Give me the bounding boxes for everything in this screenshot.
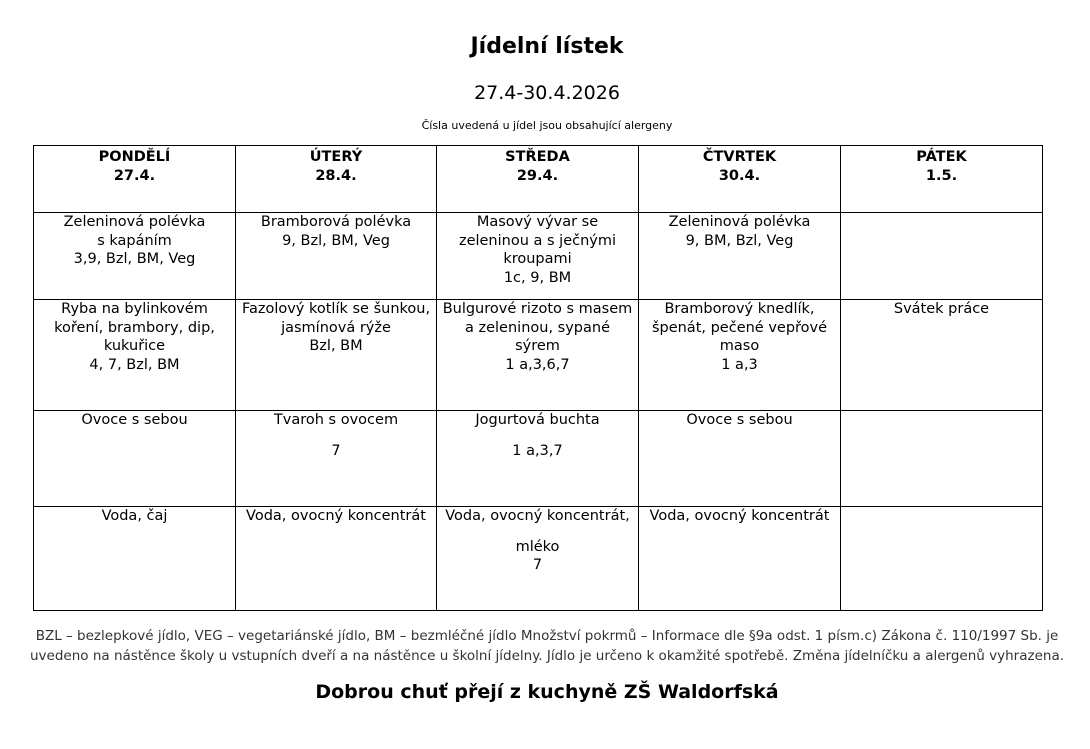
dish-line: kukuřice (103, 338, 166, 354)
allergen-codes: 4, 7, Bzl, BM (89, 356, 180, 373)
allergen-codes: 1 a,3,7 (512, 442, 563, 459)
soup-cell-tuesday (236, 213, 437, 300)
day-date: 29.4. (516, 167, 559, 184)
dish-line: Bramborová polévka (260, 214, 412, 230)
page-title: Jídelní lístek (470, 34, 624, 59)
dish-line: koření, brambory, dip, (54, 319, 215, 336)
drink-cell-tuesday (236, 507, 437, 611)
day-name: PÁTEK (916, 149, 967, 165)
day-header-monday (34, 146, 236, 213)
dish-line: Ryba na bylinkovém (61, 301, 208, 317)
legend-line: uvedeno na nástěnce školy u vstupních dveří a na nástěnce u školní jídelny. Jídlo je určeno k okamžité spotřebě. Změna jídelníčku a alergenů vyhrazena. (30, 648, 1065, 664)
allergen-codes: 3,9, Bzl, BM, Veg (73, 251, 196, 267)
dish-line: Fazolový kotlík se šunkou, (241, 301, 431, 317)
main-cell-tuesday (236, 300, 437, 411)
snack-cell-thursday (639, 411, 841, 507)
main-cell-monday (34, 300, 236, 411)
main-cell-thursday (639, 300, 841, 411)
dish-line: maso (719, 338, 760, 354)
soup-cell-thursday (639, 213, 841, 300)
dish-line: Ovoce s sebou (686, 412, 793, 428)
day-name: STŘEDA (505, 149, 570, 165)
soup-row (34, 213, 1043, 300)
drink-line: Voda, ovocný koncentrát (246, 508, 426, 524)
day-date: 27.4. (113, 167, 156, 184)
dish-line: Jogurtová buchta (475, 412, 600, 428)
day-header-tuesday (236, 146, 437, 213)
snack-cell-friday (841, 411, 1043, 507)
dish-line: Masový vývar se (476, 214, 599, 230)
allergen-codes: 7 (331, 442, 341, 459)
drink-line: mléko (515, 538, 560, 555)
day-name: PONDĚLÍ (98, 149, 171, 165)
allergen-codes: 1 a,3 (721, 356, 758, 373)
dish-line: Bramborový knedlík, (664, 301, 815, 317)
drink-line: Voda, čaj (101, 508, 168, 524)
snack-row (34, 411, 1043, 507)
drink-cell-friday (841, 507, 1043, 611)
legend-line: BZL – bezlepkové jídlo, VEG – vegetariánské jídlo, BM – bezmléčné jídlo Množství pokrmů – Informace dle §9a odst. 1 písm.c) Zákona č. 110/1997 Sb. je (35, 628, 1059, 644)
drink-cell-thursday (639, 507, 841, 611)
allergen-codes: 1 a,3,6,7 (505, 356, 570, 373)
header-row (34, 146, 1043, 213)
dish-line: sýrem (515, 338, 560, 354)
main-course-row (34, 300, 1043, 411)
day-header-wednesday (437, 146, 639, 213)
dish-line: jasmínová rýže (281, 319, 391, 336)
soup-cell-wednesday (437, 213, 639, 300)
day-date: 1.5. (925, 167, 958, 184)
dish-line: Tvaroh s ovocem (273, 412, 399, 428)
dish-line: Zeleninová polévka (668, 214, 811, 230)
day-date: 28.4. (315, 167, 357, 184)
drink-row (34, 507, 1043, 611)
drink-line: Voda, ovocný koncentrát, (445, 508, 630, 524)
dish-line: a zeleninou, sypané (465, 319, 610, 336)
dish-line: špenát, pečené vepřové (651, 319, 828, 336)
soup-cell-friday (841, 213, 1043, 300)
menu-table (33, 145, 1043, 611)
drink-cell-monday (34, 507, 236, 611)
dish-line: Ovoce s sebou (81, 412, 188, 428)
soup-cell-monday (34, 213, 236, 300)
allergen-codes: 1c, 9, BM (503, 269, 572, 286)
legend-text (30, 626, 1064, 666)
footer-greeting: Dobrou chuť přejí z kuchyně ZŠ Waldorfská (315, 681, 779, 703)
day-name: ČTVRTEK (702, 149, 777, 165)
allergen-codes: 7 (532, 557, 543, 573)
dish-line: Bulgurové rizoto s masem (442, 301, 633, 317)
day-header-friday (841, 146, 1043, 213)
day-header-thursday (639, 146, 841, 213)
day-name: ÚTERÝ (309, 149, 363, 165)
snack-cell-wednesday (437, 411, 639, 507)
allergen-codes: 9, Bzl, BM, Veg (282, 232, 390, 249)
drink-cell-wednesday (437, 507, 639, 611)
drink-line: Voda, ovocný koncentrát (649, 508, 830, 524)
allergen-codes: 9, BM, Bzl, Veg (685, 232, 794, 249)
holiday-cell-friday: Svátek práce (841, 300, 1043, 411)
dish-line: zeleninou a s ječnými (458, 232, 617, 249)
snack-cell-tuesday (236, 411, 437, 507)
date-range: 27.4-30.4.2026 (474, 82, 620, 104)
allergen-note: Čísla uvedená u jídel jsou obsahující alergeny (421, 119, 673, 132)
snack-cell-monday (34, 411, 236, 507)
main-cell-wednesday (437, 300, 639, 411)
allergen-codes: Bzl, BM (309, 338, 363, 354)
day-date: 30.4. (718, 167, 761, 184)
dish-line: s kapáním (97, 232, 172, 249)
dish-line: Zeleninová polévka (63, 214, 206, 230)
dish-line: kroupami (503, 251, 572, 267)
